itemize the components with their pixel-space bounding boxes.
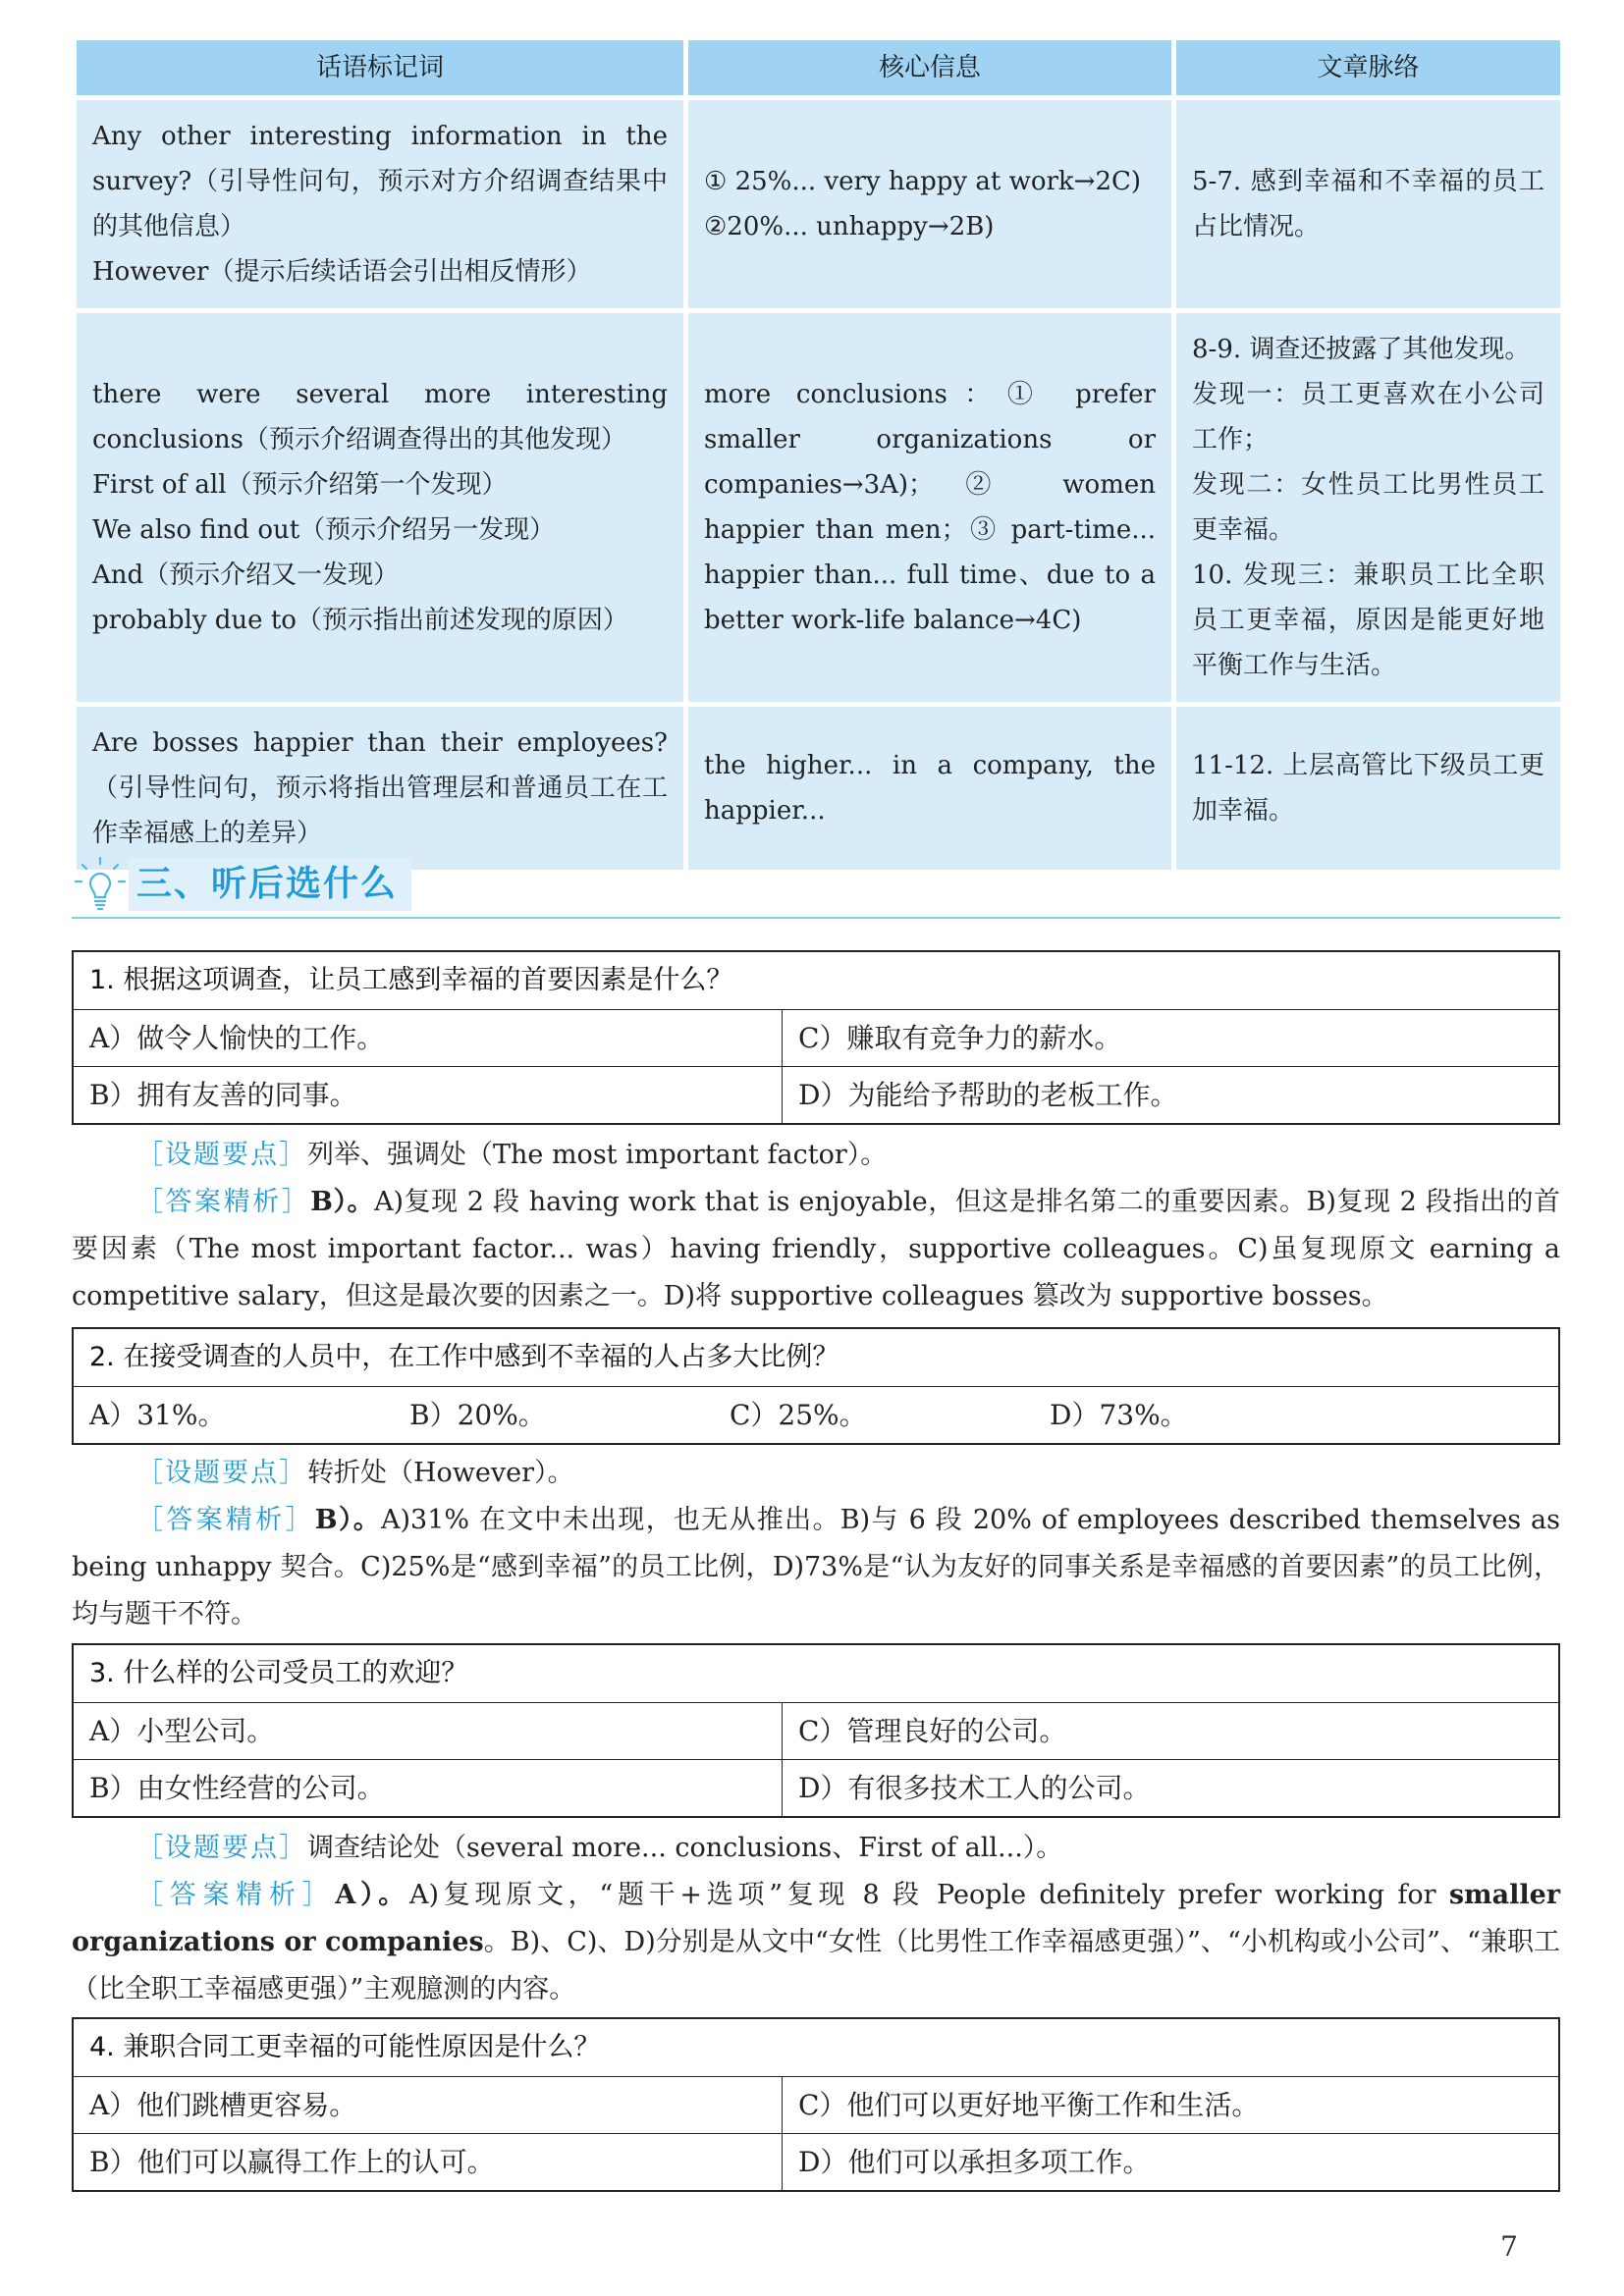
- section-title: 三、听后选什么: [129, 858, 411, 911]
- analysis-text-tail: 。B)、C)、D)分别是从文中“女性（比男性工作幸福感更强）”、“小机构或小公司”、“兼职工（比全职工幸福感更强）”主观臆测的内容。: [72, 1927, 1560, 2004]
- option-c[interactable]: C）25%。: [730, 1399, 867, 1431]
- outline-cell: 5-7. 感到幸福和不幸福的员工占比情况。: [1176, 100, 1560, 308]
- question-1: [72, 950, 1560, 1125]
- question-3-analysis: [72, 1825, 1560, 2013]
- option-b[interactable]: B）20%。: [409, 1399, 546, 1431]
- option-d[interactable]: D）为能给予帮助的老板工作。: [798, 1079, 1178, 1111]
- option-c[interactable]: C）他们可以更好地平衡工作和生活。: [798, 2089, 1260, 2121]
- question-4: [72, 2017, 1560, 2192]
- analysis-text: A)复现 2 段 having work that is enjoyable，但这是排名第二的重要因素。B)复现 2 段指出的首要因素（The most important factor... was）having friendly，supportive colleagues。C)虽复现原文 earning a competitive salary，但这是最次要的因素之一。D)将 supportive colleagues 篡改为 supportive bosses。: [72, 1187, 1561, 1311]
- question-2-analysis: [72, 1450, 1560, 1638]
- question-title: 3. 什么样的公司受员工的欢迎？: [74, 1645, 1558, 1703]
- core-cell: ① 25%... very happy at work→2C) ②20%... unhappy→2B): [688, 100, 1171, 308]
- outline-cell: 8-9. 调查还披露了其他发现。 发现一：员工更喜欢在小公司工作； 发现二：女性员工比男性员工更幸福。 10. 发现三：兼职员工比全职员工更幸福，原因是能更好地平衡工作与生活。: [1176, 313, 1560, 702]
- section-divider: [72, 917, 1560, 919]
- question-3: [72, 1643, 1560, 1818]
- table-row: [77, 313, 1560, 702]
- option-c[interactable]: C）赚取有竞争力的薪水。: [798, 1022, 1122, 1054]
- answer-key: A）。: [335, 1880, 410, 1910]
- header-markers: 话语标记词: [77, 40, 683, 95]
- answer-tag: ［答案精析］: [136, 1505, 315, 1535]
- section-heading: [72, 852, 1560, 919]
- question-title: 1. 根据这项调查，让员工感到幸福的首要因素是什么？: [74, 952, 1558, 1010]
- option-a[interactable]: A）31%。: [89, 1399, 226, 1431]
- point-text: 调查结论处（several more... conclusions、First of all...）。: [307, 1833, 1063, 1863]
- point-text: 转折处（However）。: [307, 1458, 574, 1488]
- answer-tag: ［答案精析］: [136, 1880, 336, 1910]
- option-b[interactable]: B）由女性经营的公司。: [74, 1760, 783, 1816]
- markers-cell: there were several more interesting conclusions（预示介绍调查得出的其他发现） First of all（预示介绍第一个发现） We also find out（预示介绍另一发现） And（预示介绍又一发现） probably due to（预示指出前述发现的原因）: [77, 313, 683, 702]
- option-d[interactable]: D）有很多技术工人的公司。: [798, 1772, 1151, 1804]
- core-cell: more conclusions：① prefer smaller organizations or companies→3A)；② women happier than men；③ part-time... happier than... full time、due to a better work-life balance→4C): [688, 313, 1171, 702]
- point-text: 列举、强调处（The most important factor）。: [307, 1140, 888, 1170]
- answer-tag: ［答案精析］: [136, 1187, 311, 1217]
- option-c[interactable]: C）管理良好的公司。: [798, 1715, 1067, 1747]
- option-a[interactable]: A）做令人愉快的工作。: [74, 1010, 783, 1066]
- table-row: [77, 707, 1560, 870]
- question-1-analysis: [72, 1132, 1560, 1320]
- header-outline: 文章脉络: [1176, 40, 1560, 95]
- table-header-row: [77, 40, 1560, 95]
- header-core: 核心信息: [688, 40, 1171, 95]
- page-number: 7: [1500, 2230, 1518, 2263]
- analysis-text: A)复现原文，“题干+选项”复现 8 段 People definitely prefer working for: [409, 1880, 1449, 1910]
- option-b[interactable]: B）拥有友善的同事。: [74, 1067, 783, 1123]
- analysis-emphasis: smaller organizations or companies: [72, 1880, 1561, 1957]
- question-2: [72, 1327, 1560, 1445]
- option-b[interactable]: B）他们可以赢得工作上的认可。: [74, 2134, 783, 2190]
- option-d[interactable]: D）73%。: [1050, 1399, 1188, 1431]
- option-d[interactable]: D）他们可以承担多项工作。: [798, 2146, 1151, 2178]
- core-cell: the higher... in a company, the happier...: [688, 707, 1171, 870]
- option-a[interactable]: A）小型公司。: [74, 1703, 783, 1759]
- lightbulb-icon: [74, 856, 127, 915]
- point-tag: ［设题要点］: [136, 1458, 307, 1488]
- point-tag: ［设题要点］: [136, 1833, 307, 1863]
- markers-cell: Any other interesting information in the survey?（引导性问句，预示对方介绍调查结果中的其他信息） However（提示后续话语会引出相反情形）: [77, 100, 683, 308]
- markers-cell: Are bosses happier than their employees?（引导性问句，预示将指出管理层和普通员工在工作幸福感上的差异）: [77, 707, 683, 870]
- answer-key: B）。: [310, 1187, 375, 1217]
- table-row: [77, 100, 1560, 308]
- outline-cell: 11-12. 上层高管比下级员工更加幸福。: [1176, 707, 1560, 870]
- point-tag: ［设题要点］: [136, 1140, 307, 1170]
- question-title: 2. 在接受调查的人员中，在工作中感到不幸福的人占多大比例？: [74, 1329, 1558, 1387]
- answer-key: B）。: [314, 1505, 381, 1535]
- analysis-table: [72, 35, 1565, 875]
- analysis-text: A)31% 在文中未出现，也无从推出。B)与 6 段 20% of employees described themselves as being unhappy 契合。C)25%是“感到幸福”的员工比例，D)73%是“认为友好的同事关系是幸福感的首要因素”的员工比例，均与题干不符。: [72, 1505, 1560, 1629]
- question-title: 4. 兼职合同工更幸福的可能性原因是什么？: [74, 2019, 1558, 2077]
- option-a[interactable]: A）他们跳槽更容易。: [74, 2077, 783, 2133]
